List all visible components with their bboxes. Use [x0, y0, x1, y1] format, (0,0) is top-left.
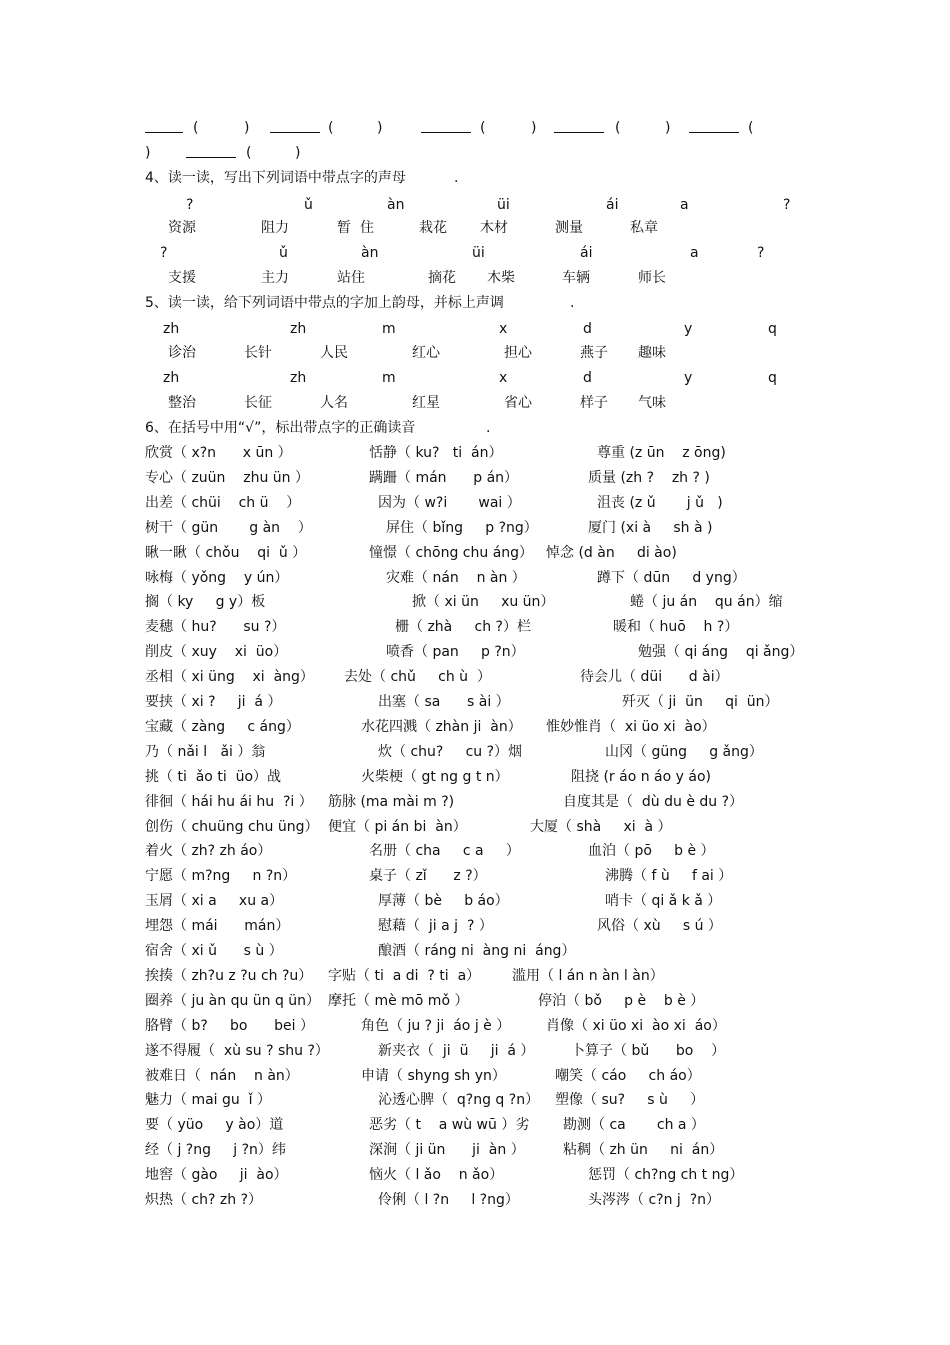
blank-line[interactable]: [554, 118, 604, 133]
reading-choice-item[interactable]: 勉强（ qi áng qi ǎng）: [638, 644, 804, 660]
word: 红心: [412, 345, 440, 361]
reading-choice-item[interactable]: 伶俐（ l ?n l ?ng）: [378, 1192, 519, 1208]
initial: d: [583, 370, 592, 386]
pinyin-fragment: üi: [472, 245, 485, 261]
reading-choice-item[interactable]: 新夹衣（ ji ü ji á ）: [378, 1043, 535, 1059]
reading-choice-item[interactable]: 麦穗（ hu? su ?）: [145, 619, 286, 635]
reading-choice-item[interactable]: 栅（ zhà ch ?）栏: [395, 619, 531, 635]
bracket: (: [328, 120, 334, 136]
word: 测量: [555, 220, 583, 236]
reading-choice-item[interactable]: 挨揍（ zh?u z ?u ch ?u）: [145, 968, 313, 984]
reading-choice-item[interactable]: 自度其是（ dù du è du ?）: [563, 794, 744, 810]
reading-choice-item[interactable]: 暖和（ huō h ?）: [613, 619, 739, 635]
bracket: ): [244, 120, 250, 136]
reading-choice-item[interactable]: 水花四溅（ zhàn ji àn）: [361, 719, 522, 735]
q6-row: [0, 667, 950, 687]
reading-choice-item[interactable]: 圈养（ ju àn qu ün q ün）: [145, 993, 321, 1009]
reading-choice-item[interactable]: 慰藉（ ji a j ? ）: [378, 918, 493, 934]
q5-words-row-1: [0, 343, 950, 363]
blank-line[interactable]: [270, 118, 320, 133]
reading-choice-item[interactable]: 掀（ xi ün xu ün）: [412, 594, 555, 610]
word: 车辆: [562, 270, 590, 286]
q6-row: [0, 792, 950, 812]
initial: x: [499, 370, 508, 386]
reading-choice-item[interactable]: 角色（ ju ? ji áo j è ）: [361, 1018, 511, 1034]
word: 趣味: [638, 345, 666, 361]
reading-choice-item[interactable]: 灾难（ nán n àn ）: [386, 570, 526, 586]
q6-heading: 6、在括号中用“√”，标出带点字的正确读音: [145, 420, 416, 436]
reading-choice-item[interactable]: 削皮（ xuy xi üo）: [145, 644, 288, 660]
reading-choice-item[interactable]: 悼念 (d àn di ào): [546, 545, 677, 561]
reading-choice-item[interactable]: 待会儿（ düi d ài）: [580, 669, 729, 685]
word: 木柴: [487, 270, 515, 286]
word: 摘花: [428, 270, 456, 286]
reading-choice-item[interactable]: 因为（ w?i wai ）: [378, 495, 521, 511]
reading-choice-item[interactable]: 挑（ ti ǎo ti üo）战: [145, 769, 282, 785]
pinyin-fragment: ?: [186, 197, 194, 213]
reading-choice-item[interactable]: 炊（ chu? cu ?）烟: [378, 744, 523, 760]
q4-words-row-2: [0, 268, 950, 288]
q6-row: [0, 568, 950, 588]
pinyin-fragment: ?: [783, 197, 791, 213]
reading-choice-item[interactable]: 着火（ zh? zh áo）: [145, 843, 272, 859]
word: 人民: [320, 345, 348, 361]
q6-heading-line: [0, 418, 950, 438]
fill-row-1: [0, 118, 950, 138]
reading-choice-item[interactable]: 恼火（ l ǎo n ǎo）: [369, 1167, 504, 1183]
initial: m: [382, 370, 396, 386]
reading-choice-item[interactable]: 要挟（ xi ? ji á ）: [145, 694, 282, 710]
pinyin-fragment: ái: [606, 197, 619, 213]
bracket: (: [246, 145, 252, 161]
word: 木材: [480, 220, 508, 236]
reading-choice-item[interactable]: 地窖（ gào ji ào）: [145, 1167, 288, 1183]
initial: zh: [163, 370, 180, 386]
reading-choice-item[interactable]: 徘徊（ hái hu ái hu ?i ）: [145, 794, 313, 810]
word: 红星: [412, 395, 440, 411]
pinyin-fragment: àn: [361, 245, 379, 261]
reading-choice-item[interactable]: 血泊（ pō b è ）: [588, 843, 715, 859]
reading-choice-item[interactable]: 惩罚（ ch?ng ch t ng）: [588, 1167, 744, 1183]
q6-row: [0, 642, 950, 662]
bracket: (: [615, 120, 621, 136]
reading-choice-item[interactable]: 名册（ cha c a ）: [369, 843, 520, 859]
reading-choice-item[interactable]: 屏住（ bǐng p ?ng）: [386, 520, 538, 536]
word: 师长: [638, 270, 666, 286]
reading-choice-item[interactable]: 欣赏（ x?n x ūn ）: [145, 445, 292, 461]
q6-row: [0, 1140, 950, 1160]
initial: q: [768, 370, 777, 386]
reading-choice-item[interactable]: 筋脉 (ma mài m ?): [328, 794, 455, 810]
reading-choice-item[interactable]: 停泊（ bǒ p è b è ）: [538, 993, 705, 1009]
q6-row: [0, 1066, 950, 1086]
reading-choice-item[interactable]: 肖像（ xi üo xi ào xi áo）: [546, 1018, 726, 1034]
reading-choice-item[interactable]: 厚薄（ bè b áo）: [378, 893, 509, 909]
q6-row: [0, 543, 950, 563]
q6-row: [0, 617, 950, 637]
reading-choice-item[interactable]: 塑像（ su? s ù ）: [555, 1092, 705, 1108]
reading-choice-item[interactable]: 去处（ chǔ ch ù ）: [344, 669, 491, 685]
reading-choice-item[interactable]: 魅力（ mai gu ǐ ）: [145, 1092, 272, 1108]
initial: y: [684, 321, 693, 337]
reading-choice-item[interactable]: 酿酒（ ráng ni àng ni áng）: [378, 943, 576, 959]
q5-heading-dot: .: [570, 295, 575, 311]
q6-row: [0, 866, 950, 886]
word: 人名: [320, 395, 348, 411]
word: 阻力: [261, 220, 289, 236]
reading-choice-item[interactable]: 哨卡（ qi ǎ k ǎ ）: [605, 893, 722, 909]
reading-choice-item[interactable]: 惟妙惟肖（ xi üo xi ào）: [546, 719, 716, 735]
q4-heading-dot: .: [454, 170, 459, 186]
reading-choice-item[interactable]: 蹲下（ dūn d yng）: [597, 570, 746, 586]
word: 暂: [337, 220, 351, 236]
initial: y: [684, 370, 693, 386]
initial: m: [382, 321, 396, 337]
blank-line[interactable]: [145, 118, 183, 133]
word: 长征: [244, 395, 272, 411]
reading-choice-item[interactable]: 字贴（ ti a di ? ti a）: [328, 968, 481, 984]
word: 整治: [168, 395, 196, 411]
q4-pinyin-row-1: [0, 195, 950, 215]
q6-row: [0, 592, 950, 612]
word: 支援: [168, 270, 196, 286]
reading-choice-item[interactable]: 深涧（ ji ün ji àn ）: [369, 1142, 525, 1158]
reading-choice-item[interactable]: 咏梅（ yǒng y ún）: [145, 570, 289, 586]
q6-row: [0, 916, 950, 936]
pinyin-fragment: üi: [497, 197, 510, 213]
word: 主力: [261, 270, 289, 286]
q6-heading-dot: .: [486, 420, 491, 436]
q6-row: [0, 717, 950, 737]
word: 诊治: [168, 345, 196, 361]
reading-choice-item[interactable]: 沮丧 (z ǔ j ǔ ): [597, 495, 723, 511]
reading-choice-item[interactable]: 桌子（ zǐ z ?）: [369, 868, 487, 884]
reading-choice-item[interactable]: 大厦（ shà xi à ）: [530, 819, 672, 835]
initial: zh: [163, 321, 180, 337]
initial: x: [499, 321, 508, 337]
fill-row-2: [0, 143, 950, 163]
reading-choice-item[interactable]: 嘲笑（ cáo ch áo）: [555, 1068, 701, 1084]
reading-choice-item[interactable]: 经（ j ?ng j ?n）纬: [145, 1142, 286, 1158]
reading-choice-item[interactable]: 宿舍（ xi ǔ s ù ）: [145, 943, 283, 959]
word: 样子: [580, 395, 608, 411]
word: 站住: [337, 270, 365, 286]
reading-choice-item[interactable]: 玉屑（ xi a xu a）: [145, 893, 284, 909]
reading-choice-item[interactable]: 专心（ zuün zhu ün ）: [145, 470, 309, 486]
initial: q: [768, 321, 777, 337]
blank-line[interactable]: [689, 118, 739, 133]
reading-choice-item[interactable]: 埋怨（ mái mán）: [145, 918, 290, 934]
reading-choice-item[interactable]: 丞相（ xi üng xi àng）: [145, 669, 314, 685]
reading-choice-item[interactable]: 头涔涔（ c?n j ?n）: [588, 1192, 720, 1208]
initial: d: [583, 321, 592, 337]
initial: zh: [290, 321, 307, 337]
word: 栽花: [419, 220, 447, 236]
reading-choice-item[interactable]: 沁透心脾（ q?ng q ?n）: [378, 1092, 540, 1108]
reading-choice-item[interactable]: 摩托（ mè mō mǒ ）: [328, 993, 469, 1009]
bracket: (: [193, 120, 199, 136]
pinyin-fragment: ?: [757, 245, 765, 261]
reading-choice-item[interactable]: 搁（ ky g y）板: [145, 594, 266, 610]
word: 担心: [504, 345, 532, 361]
pinyin-fragment: a: [680, 197, 689, 213]
q5-heading-line: [0, 293, 950, 313]
reading-choice-item[interactable]: 喷香（ pan p ?n）: [386, 644, 525, 660]
q5-initials-row-1: [0, 319, 950, 339]
bracket: ): [531, 120, 537, 136]
q6-row: [0, 518, 950, 538]
q6-row: [0, 966, 950, 986]
reading-choice-item[interactable]: 歼灭（ ji ün qi ün）: [622, 694, 779, 710]
q6-row: [0, 891, 950, 911]
reading-choice-item[interactable]: 宝藏（ zàng c áng）: [145, 719, 300, 735]
reading-choice-item[interactable]: 火柴梗（ gt ng g t n）: [361, 769, 509, 785]
pinyin-fragment: ?: [160, 245, 168, 261]
pinyin-fragment: ǔ: [304, 197, 313, 213]
q6-row: [0, 1190, 950, 1210]
reading-choice-item[interactable]: 出差（ chüi ch ü ）: [145, 495, 301, 511]
bracket: ): [145, 145, 151, 161]
reading-choice-item[interactable]: 质量 (zh ? zh ? ): [588, 470, 710, 486]
reading-choice-item[interactable]: 山冈（ güng g ǎng）: [605, 744, 763, 760]
q6-row: [0, 468, 950, 488]
q5-words-row-2: [0, 393, 950, 413]
reading-choice-item[interactable]: 要（ yüo y ào）道: [145, 1117, 284, 1133]
word: 住: [360, 220, 374, 236]
blank-line[interactable]: [186, 143, 236, 158]
q4-heading-line: [0, 168, 950, 188]
reading-choice-item[interactable]: 乃（ nǎi l ǎi ）翁: [145, 744, 266, 760]
q6-row: [0, 1115, 950, 1135]
bracket: ): [295, 145, 301, 161]
reading-choice-item[interactable]: 便宜（ pi án bi àn）: [328, 819, 467, 835]
initial: zh: [290, 370, 307, 386]
word: 长针: [244, 345, 272, 361]
word: 省心: [504, 395, 532, 411]
q6-row: [0, 941, 950, 961]
q6-row: [0, 493, 950, 513]
reading-choice-item[interactable]: 恬静（ ku? ti án）: [369, 445, 503, 461]
q4-words-row-1: [0, 218, 950, 238]
q6-row: [0, 1165, 950, 1185]
reading-choice-item[interactable]: 滥用（ l án n àn l àn）: [512, 968, 664, 984]
q6-row: [0, 692, 950, 712]
reading-choice-item[interactable]: 尊重 (z ūn z ōng): [597, 445, 726, 461]
reading-choice-item[interactable]: 树干（ gün g àn ）: [145, 520, 312, 536]
reading-choice-item[interactable]: 勘测（ ca ch a ）: [563, 1117, 705, 1133]
bracket: ): [665, 120, 671, 136]
reading-choice-item[interactable]: 出塞（ sa s ài ）: [378, 694, 510, 710]
q6-row: [0, 817, 950, 837]
reading-choice-item[interactable]: 被难日（ nán n àn）: [145, 1068, 299, 1084]
bracket: ): [377, 120, 383, 136]
pinyin-fragment: àn: [387, 197, 405, 213]
q4-pinyin-row-2: [0, 243, 950, 263]
q6-row: [0, 1090, 950, 1110]
reading-choice-item[interactable]: 憧憬（ chōng chu áng）: [369, 545, 534, 561]
word: 资源: [168, 220, 196, 236]
word: 燕子: [580, 345, 608, 361]
reading-choice-item[interactable]: 阻挠 (r áo n áo y áo): [571, 769, 711, 785]
blank-line[interactable]: [421, 118, 471, 133]
reading-choice-item[interactable]: 宁愿（ m?ng n ?n）: [145, 868, 297, 884]
q6-row: [0, 767, 950, 787]
q6-row: [0, 742, 950, 762]
reading-choice-item[interactable]: 遂不得履（ xù su ? shu ?）: [145, 1043, 329, 1059]
reading-choice-item[interactable]: 厦门 (xi à sh à ): [588, 520, 713, 536]
reading-choice-item[interactable]: 粘稠（ zh ün ni án）: [563, 1142, 724, 1158]
reading-choice-item[interactable]: 恶劣（ t a wù wū ）劣: [369, 1117, 530, 1133]
pinyin-fragment: ǔ: [279, 245, 288, 261]
word: 气味: [638, 395, 666, 411]
reading-choice-item[interactable]: 卜算子（ bǔ bo ）: [571, 1043, 726, 1059]
reading-choice-item[interactable]: 蜷（ ju án qu án）缩: [630, 594, 783, 610]
pinyin-fragment: a: [690, 245, 699, 261]
word: 私章: [630, 220, 658, 236]
q6-row: [0, 841, 950, 861]
q6-row: [0, 1041, 950, 1061]
reading-choice-item[interactable]: 申请（ shyng sh yn）: [361, 1068, 506, 1084]
reading-choice-item[interactable]: 沸腾（ f ù f ai ）: [605, 868, 733, 884]
q5-heading: 5、读一读，给下列词语中带点的字加上韵母，并标上声调: [145, 295, 504, 311]
q6-row: [0, 1016, 950, 1036]
pinyin-fragment: ái: [580, 245, 593, 261]
bracket: (: [480, 120, 486, 136]
reading-choice-item[interactable]: 风俗（ xù s ú ）: [597, 918, 722, 934]
q5-initials-row-2: [0, 368, 950, 388]
bracket: (: [748, 120, 754, 136]
reading-choice-item[interactable]: 创伤（ chuüng chu üng）: [145, 819, 319, 835]
reading-choice-item[interactable]: 炽热（ ch? zh ?）: [145, 1192, 263, 1208]
q6-row: [0, 991, 950, 1011]
q6-row: [0, 443, 950, 463]
reading-choice-item[interactable]: 瞅一瞅（ chǒu qi ǔ ）: [145, 545, 307, 561]
q4-heading: 4、读一读，写出下列词语中带点字的声母: [145, 170, 406, 186]
reading-choice-item[interactable]: 胳臂（ b? bo bei ）: [145, 1018, 315, 1034]
reading-choice-item[interactable]: 蹒跚（ mán p án）: [369, 470, 519, 486]
